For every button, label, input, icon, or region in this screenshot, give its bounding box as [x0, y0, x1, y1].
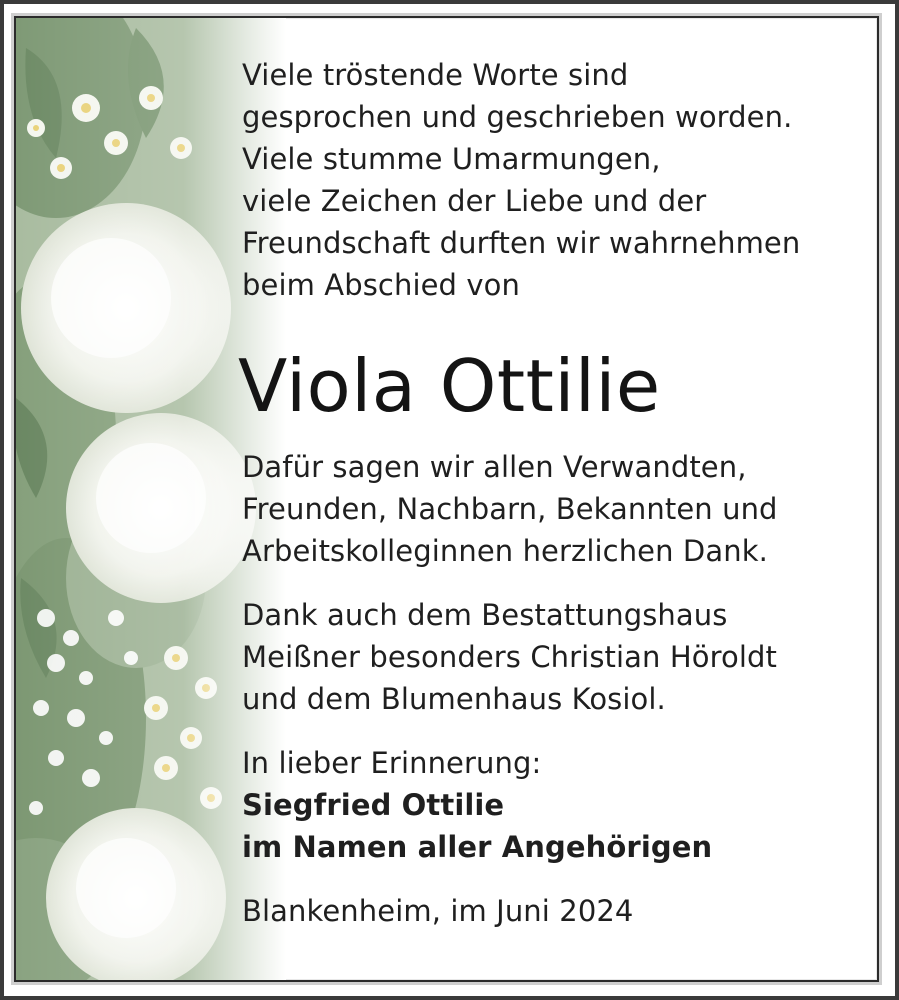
thanks-extra-line: Meißner besonders Christian Höroldt [242, 640, 777, 674]
intro-line: beim Abschied von [242, 268, 520, 302]
obituary-card [14, 16, 879, 982]
intro-line: Viele tröstende Worte sind [242, 58, 629, 92]
thanks-extra-text [242, 594, 862, 720]
intro-line: Freundschaft durften wir wahrnehmen [242, 226, 801, 260]
thanks-extra-line: und dem Blumenhaus Kosiol. [242, 682, 666, 716]
memory-label: In lieber Erinnerung: [242, 746, 542, 780]
thanks-text [242, 446, 862, 572]
thanks-line: Arbeitskolleginnen herzlichen Dank. [242, 534, 768, 568]
obituary-text [238, 54, 862, 932]
place-date-text: Blankenheim, im Juni 2024 [242, 894, 634, 928]
deceased-name: Viola Ottilie [238, 344, 661, 428]
intro-line: Viele stumme Umarmungen, [242, 142, 661, 176]
signature-block [242, 742, 862, 868]
intro-line: viele Zeichen der Liebe und der [242, 184, 707, 218]
intro-line: gesprochen und geschrieben worden. [242, 100, 793, 134]
intro-text [242, 54, 862, 306]
signer-name: Siegfried Ottilie [242, 788, 505, 822]
thanks-line: Dafür sagen wir allen Verwandten, [242, 450, 747, 484]
thanks-extra-line: Dank auch dem Bestattungshaus [242, 598, 728, 632]
place-date [242, 890, 862, 932]
signer-note: im Namen aller Angehörigen [242, 830, 713, 864]
thanks-line: Freunden, Nachbarn, Bekannten und [242, 492, 778, 526]
